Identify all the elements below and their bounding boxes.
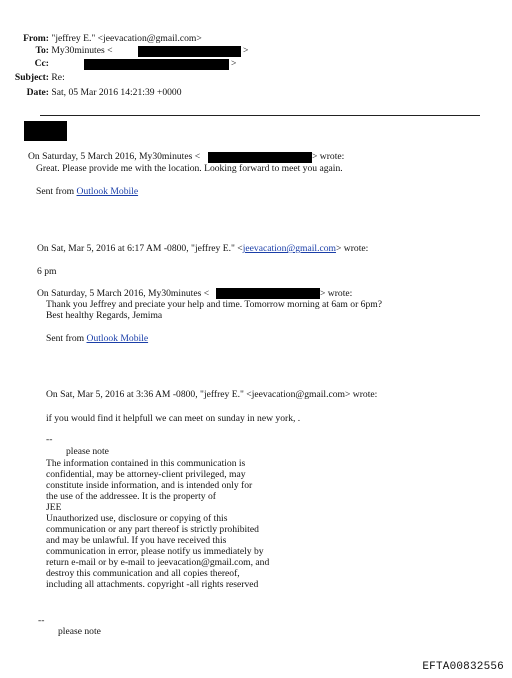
msg2-body: 6 pm [37,266,57,277]
msg3-intro-suffix: > wrote: [320,288,353,299]
document-id: EFTA00832556 [422,661,504,673]
msg4-body: if you would find it helpfull we can meet on sunday in new york, . [46,413,301,424]
disclaimer-line: the use of the addressee. It is the property of [46,491,216,502]
subject-value: Re: [51,72,65,83]
signature-dashes: -- [46,434,53,445]
msg1-intro-prefix: On Saturday, 5 March 2016, My30minutes < [28,151,201,162]
msg1-intro-suffix: > wrote: [312,151,345,162]
disclaimer-line: constitute inside information, and is intended only for [46,480,253,491]
signature2-dashes: -- [38,615,45,626]
from-row [13,33,202,45]
redaction-block [24,121,67,141]
disclaimer-line: The information contained in this communication is [46,458,246,469]
msg3-line1: Thank you Jeffrey and preciate your help and time. Tomorrow morning at 6am or 6pm? [46,299,382,310]
msg2-intro-suffix: > wrote: [336,243,369,254]
msg1-sent-from [36,186,138,198]
msg2-intro [37,243,368,255]
outlook-mobile-link[interactable]: Outlook Mobile [76,186,139,197]
msg3-line2: Best healthy Regards, Jemima [46,310,163,321]
to-label: To: [35,45,49,56]
outlook-mobile-link[interactable]: Outlook Mobile [86,333,149,344]
to-row [13,45,113,57]
redaction-block [208,152,312,163]
redaction-block [138,46,241,57]
disclaimer-line: return e-mail or by e-mail to jeevacation@gmail.com, and [46,557,270,568]
disclaimer-line: communication or any part thereof is strictly prohibited [46,524,259,535]
date-label: Date: [26,87,49,98]
disclaimer-line: confidential, may be attorney-client privileged, may [46,469,246,480]
header-divider [40,115,480,116]
cc-label: Cc: [34,58,49,69]
msg3-intro-prefix: On Saturday, 5 March 2016, My30minutes < [37,288,210,299]
msg3-sent-prefix: Sent from [46,333,87,344]
signature2-note: please note [58,626,101,637]
disclaimer-line: Unauthorized use, disclosure or copying of this [46,513,228,524]
cc-row [13,58,49,70]
cc-close: > [231,58,237,69]
date-value: Sat, 05 Mar 2016 14:21:39 +0000 [51,87,182,98]
disclaimer-line: JEE [46,502,62,513]
disclaimer-line: including all attachments. copyright -all rights reserved [46,579,259,590]
redaction-block [216,288,320,299]
subject-label: Subject: [14,72,49,83]
signature-note: please note [66,446,109,457]
to-close: > [243,45,249,56]
msg1-intro [28,151,200,163]
email-link[interactable]: jeevacation@gmail.com [242,243,336,254]
msg2-intro-prefix: On Sat, Mar 5, 2016 at 6:17 AM -0800, "jeffrey E." < [37,243,243,254]
msg1-sent-prefix: Sent from [36,186,77,197]
disclaimer-line: communication in error, please notify us immediately by [46,546,264,557]
redaction-block [84,59,229,70]
from-value: "jeffrey E." <jeevacation@gmail.com> [51,33,202,44]
to-value: My30minutes < [51,45,113,56]
msg1-body: Great. Please provide me with the location. Looking forward to meet you again. [36,163,343,174]
msg4-intro: On Sat, Mar 5, 2016 at 3:36 AM -0800, "jeffrey E." <jeevacation@gmail.com> wrote: [46,389,378,400]
msg3-sent-from [46,333,148,345]
subject-row [2,72,65,84]
from-label: From: [23,33,49,44]
disclaimer-line: destroy this communication and all copies thereof, [46,568,240,579]
disclaimer-line: and may be unlawful. If you have received this [46,535,227,546]
date-row [13,87,182,99]
